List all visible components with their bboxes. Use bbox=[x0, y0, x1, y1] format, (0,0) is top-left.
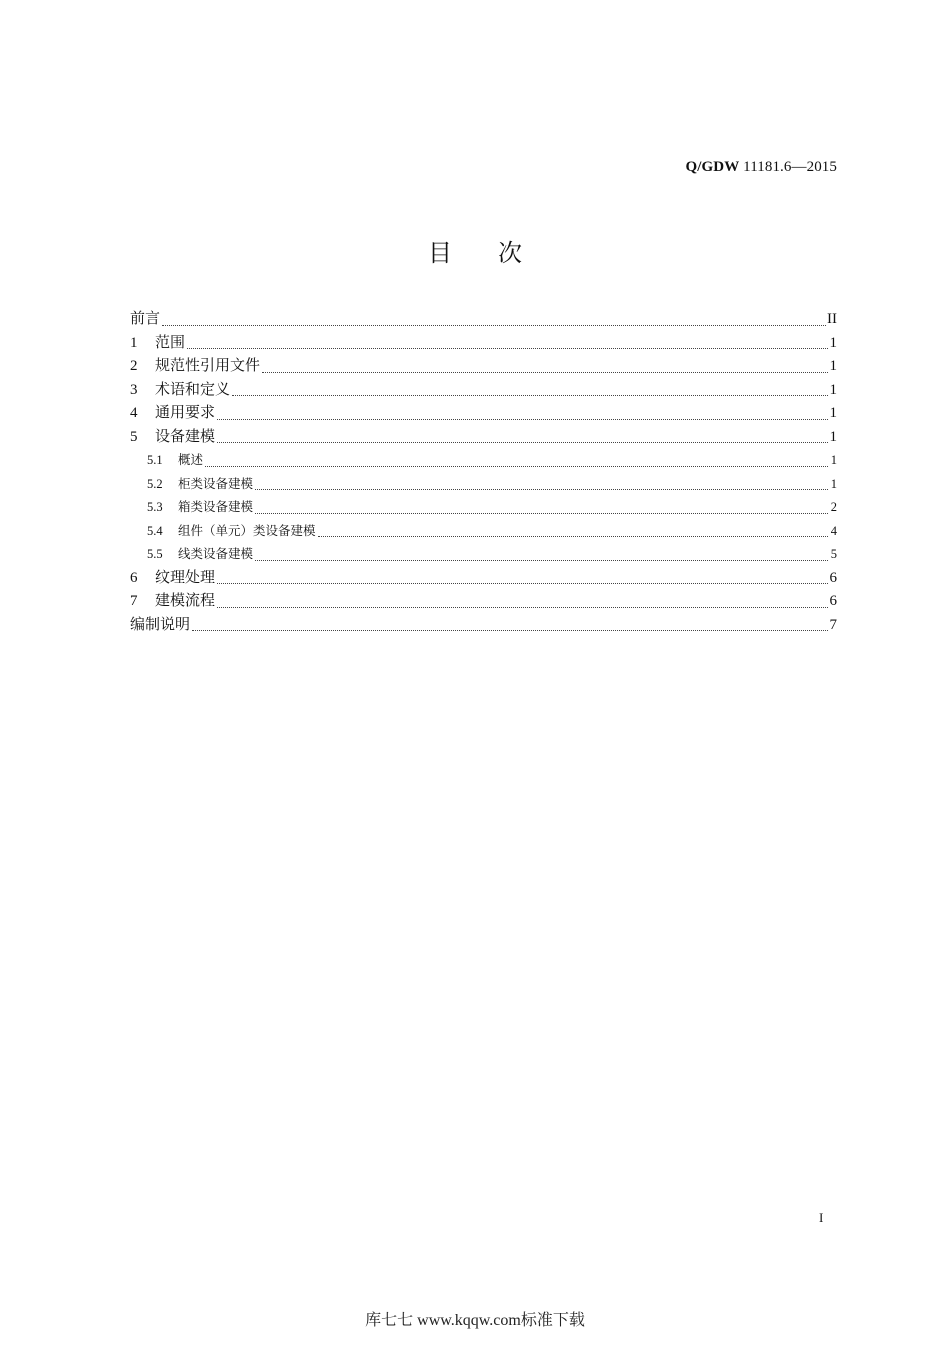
toc-entry-label: 设备建模 bbox=[155, 428, 216, 445]
toc-entry-number: 5 bbox=[130, 428, 138, 445]
toc-entry-label: 线类设备建模 bbox=[178, 547, 254, 561]
toc-entry-label: 柜类设备建模 bbox=[178, 476, 254, 491]
toc-entry-label: 概述 bbox=[178, 453, 204, 467]
toc-entry[interactable] bbox=[130, 567, 837, 591]
toc-entry-page: 5 bbox=[830, 547, 837, 561]
toc-entry-label: 范围 bbox=[155, 334, 186, 351]
toc-dot-leader bbox=[217, 582, 828, 584]
toc-entry-page: II bbox=[827, 311, 837, 327]
toc-entry-number: 7 bbox=[130, 593, 138, 609]
page-number: I bbox=[819, 1210, 824, 1225]
toc-entry-label: 通用要求 bbox=[155, 405, 216, 421]
toc-entry[interactable] bbox=[130, 402, 837, 426]
toc-entry-page: 4 bbox=[830, 523, 837, 538]
toc-dot-leader bbox=[205, 465, 828, 467]
toc-entry-number: 5.1 bbox=[147, 453, 163, 467]
toc-dot-leader bbox=[187, 347, 828, 349]
toc-entry[interactable] bbox=[130, 590, 837, 614]
footer-watermark: 库七七 www.kqqw.com标准下载 bbox=[365, 1312, 585, 1329]
toc-entry[interactable] bbox=[130, 614, 837, 638]
toc-dot-leader bbox=[192, 629, 828, 631]
toc-dot-leader bbox=[217, 606, 828, 608]
toc-entry[interactable] bbox=[130, 543, 837, 567]
toc-entry-label: 编制说明 bbox=[130, 616, 191, 633]
standard-code bbox=[685, 159, 837, 176]
toc-entry-label: 建模流程 bbox=[155, 593, 216, 609]
toc-entry-number: 5.3 bbox=[147, 500, 163, 514]
toc-entry-page: 1 bbox=[829, 405, 837, 421]
toc-entry-page: 1 bbox=[829, 358, 837, 374]
toc-entry-number: 3 bbox=[130, 381, 138, 398]
toc-entry-number: 2 bbox=[130, 358, 138, 374]
toc-entry[interactable] bbox=[130, 379, 837, 403]
toc-entry-page: 1 bbox=[830, 453, 837, 467]
toc-entry[interactable] bbox=[130, 473, 837, 497]
toc-entry[interactable] bbox=[130, 332, 837, 356]
toc-entry[interactable] bbox=[130, 449, 837, 473]
toc-entry-number: 5.4 bbox=[147, 523, 163, 538]
toc-dot-leader bbox=[255, 559, 828, 561]
toc-entry-page: 7 bbox=[829, 616, 837, 633]
toc-title-part1: 目 bbox=[428, 239, 452, 267]
toc-entry[interactable] bbox=[130, 496, 837, 520]
toc-entry-page: 1 bbox=[830, 476, 837, 491]
toc-entry-number: 1 bbox=[130, 334, 138, 351]
toc-dot-leader bbox=[162, 324, 826, 326]
toc-dot-leader bbox=[217, 441, 828, 443]
toc-entry-label: 术语和定义 bbox=[155, 381, 231, 398]
standard-code-prefix: Q/GDW bbox=[685, 159, 740, 175]
table-of-contents bbox=[130, 308, 837, 637]
toc-entry-label: 组件（单元）类设备建模 bbox=[178, 523, 316, 538]
toc-entry-number: 6 bbox=[130, 569, 138, 586]
toc-entry-label: 前言 bbox=[130, 311, 161, 327]
toc-dot-leader bbox=[217, 418, 828, 420]
toc-entry[interactable] bbox=[130, 355, 837, 379]
toc-entry-page: 2 bbox=[830, 500, 837, 514]
toc-entry[interactable] bbox=[130, 426, 837, 450]
toc-entry-label: 纹理处理 bbox=[155, 569, 216, 586]
toc-dot-leader bbox=[318, 535, 828, 537]
toc-entry-page: 1 bbox=[829, 334, 837, 351]
toc-entry-number: 5.2 bbox=[147, 476, 163, 491]
toc-entry-number: 4 bbox=[130, 405, 138, 421]
toc-dot-leader bbox=[255, 488, 828, 490]
toc-entry-number: 5.5 bbox=[147, 547, 163, 561]
standard-code-number: 11181.6—2015 bbox=[739, 159, 837, 175]
toc-dot-leader bbox=[255, 512, 828, 514]
toc-entry[interactable] bbox=[130, 520, 837, 544]
toc-dot-leader bbox=[262, 371, 828, 373]
toc-entry-page: 1 bbox=[829, 428, 837, 445]
toc-entry-label: 规范性引用文件 bbox=[155, 358, 261, 374]
toc-entry-page: 6 bbox=[829, 593, 837, 609]
toc-title-part2: 次 bbox=[498, 239, 522, 267]
toc-entry[interactable] bbox=[130, 308, 837, 332]
toc-entry-label: 箱类设备建模 bbox=[178, 500, 254, 514]
toc-dot-leader bbox=[232, 394, 828, 396]
toc-entry-page: 1 bbox=[829, 381, 837, 398]
toc-entry-page: 6 bbox=[829, 569, 837, 586]
toc-title bbox=[0, 233, 950, 268]
